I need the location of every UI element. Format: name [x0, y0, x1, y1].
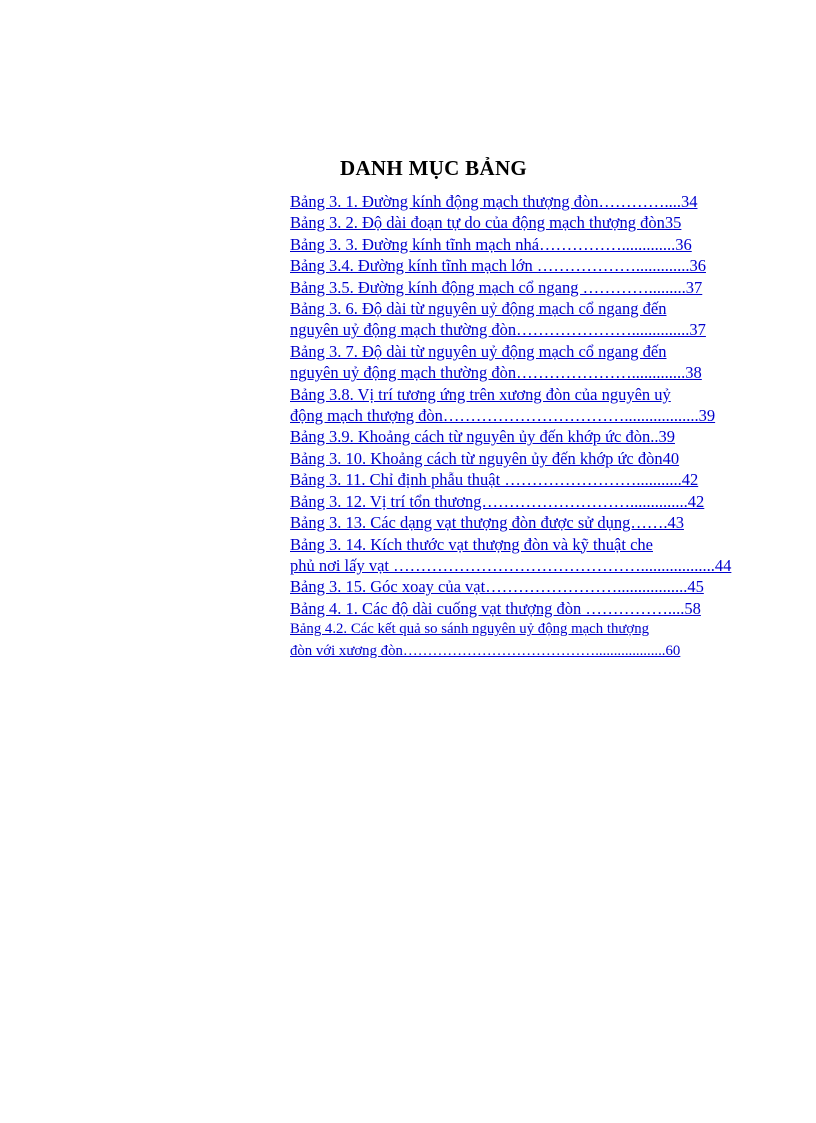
toc-entry-line: Bảng 3. 14. Kích thước vạt thượng đòn và kỹ thuật che [290, 534, 653, 554]
toc-entry-line: nguyên uỷ động mạch thường đòn…………………..............37 [290, 320, 706, 340]
toc-entry-line: Bảng 3.4. Đường kính tĩnh mạch lớn ……………….............36 [290, 256, 706, 276]
toc-entry-line: Bảng 3. 11. Chỉ định phẫu thuật ……………………...........42 [290, 470, 699, 490]
toc-entry-line: Bảng 3. 15. Góc xoay của vạt…………………….................45 [290, 577, 704, 597]
toc-entry-link[interactable] [290, 234, 746, 255]
page-title: DANH MỤC BẢNG [340, 156, 528, 180]
toc-entry-link[interactable] [290, 341, 746, 384]
toc-entry-link[interactable] [290, 491, 746, 512]
toc-entry-line: Bảng 3. 1. Đường kính động mạch thượng đòn…………....34 [290, 192, 698, 211]
toc-entry-link[interactable] [290, 469, 746, 490]
toc-entry-line: động mạch thượng đòn……………………………..................39 [290, 406, 716, 426]
toc-entry-link[interactable] [290, 277, 746, 298]
toc-entry-link[interactable] [290, 512, 746, 533]
toc-entry-line: phủ nơi lấy vạt ………………………………………..................44 [290, 555, 732, 575]
toc-entry-line: Bảng 3. 12. Vị trí tổn thương………………………..............42 [290, 491, 705, 511]
toc-entry-link[interactable] [290, 534, 746, 577]
toc-entry-line: Bảng 3.9. Khoảng cách từ nguyên ủy đến khớp ức đòn..39 [290, 427, 675, 447]
toc-entry-link[interactable] [290, 426, 746, 447]
toc-entry-line: Bảng 3.5. Đường kính động mạch cổ ngang ………….........37 [290, 277, 703, 297]
toc-entry-link[interactable] [290, 255, 746, 276]
toc-entry-link[interactable] [290, 619, 746, 662]
toc-entry-link[interactable] [290, 191, 746, 212]
toc-entry-line: Bảng 3. 10. Khoảng cách từ nguyên ủy đến khớp ức đòn40 [290, 448, 680, 468]
toc-entry-line: Bảng 3. 2. Độ dài đoạn tự do của động mạch thượng đòn35 [290, 213, 682, 233]
toc-entry-line: đòn với xương đòn…………………………………...................60 [290, 642, 681, 659]
toc-entry-line: Bảng 3. 13. Các dạng vạt thượng đòn được sử dụng…….43 [290, 513, 684, 533]
toc-entry-line: Bảng 4.2. Các kết quả so sánh nguyên uỷ động mạch thượng [290, 621, 649, 638]
toc-entry-link[interactable] [290, 448, 746, 469]
toc-entry-line: nguyên uỷ động mạch thường đòn………………….............38 [290, 363, 702, 383]
toc-entry-line: Bảng 4. 1. Các độ dài cuống vạt thượng đòn ……………....58 [290, 598, 701, 618]
toc-entry-line: Bảng 3. 3. Đường kính tĩnh mạch nhá…………….............36 [290, 234, 692, 254]
table-of-tables [290, 191, 746, 662]
toc-entry-link[interactable] [290, 576, 746, 597]
toc-entry-line: Bảng 3. 6. Độ dài từ nguyên uỷ động mạch cổ ngang đến [290, 299, 667, 319]
toc-entry-link[interactable] [290, 212, 746, 233]
toc-entry-link[interactable] [290, 384, 746, 427]
toc-entry-link[interactable] [290, 298, 746, 341]
toc-entry-line: Bảng 3.8. Vị trí tương ứng trên xương đòn của nguyên uỷ [290, 384, 671, 404]
toc-entry-line: Bảng 3. 7. Độ dài từ nguyên uỷ động mạch cổ ngang đến [290, 341, 667, 361]
toc-entry-link[interactable] [290, 598, 746, 619]
